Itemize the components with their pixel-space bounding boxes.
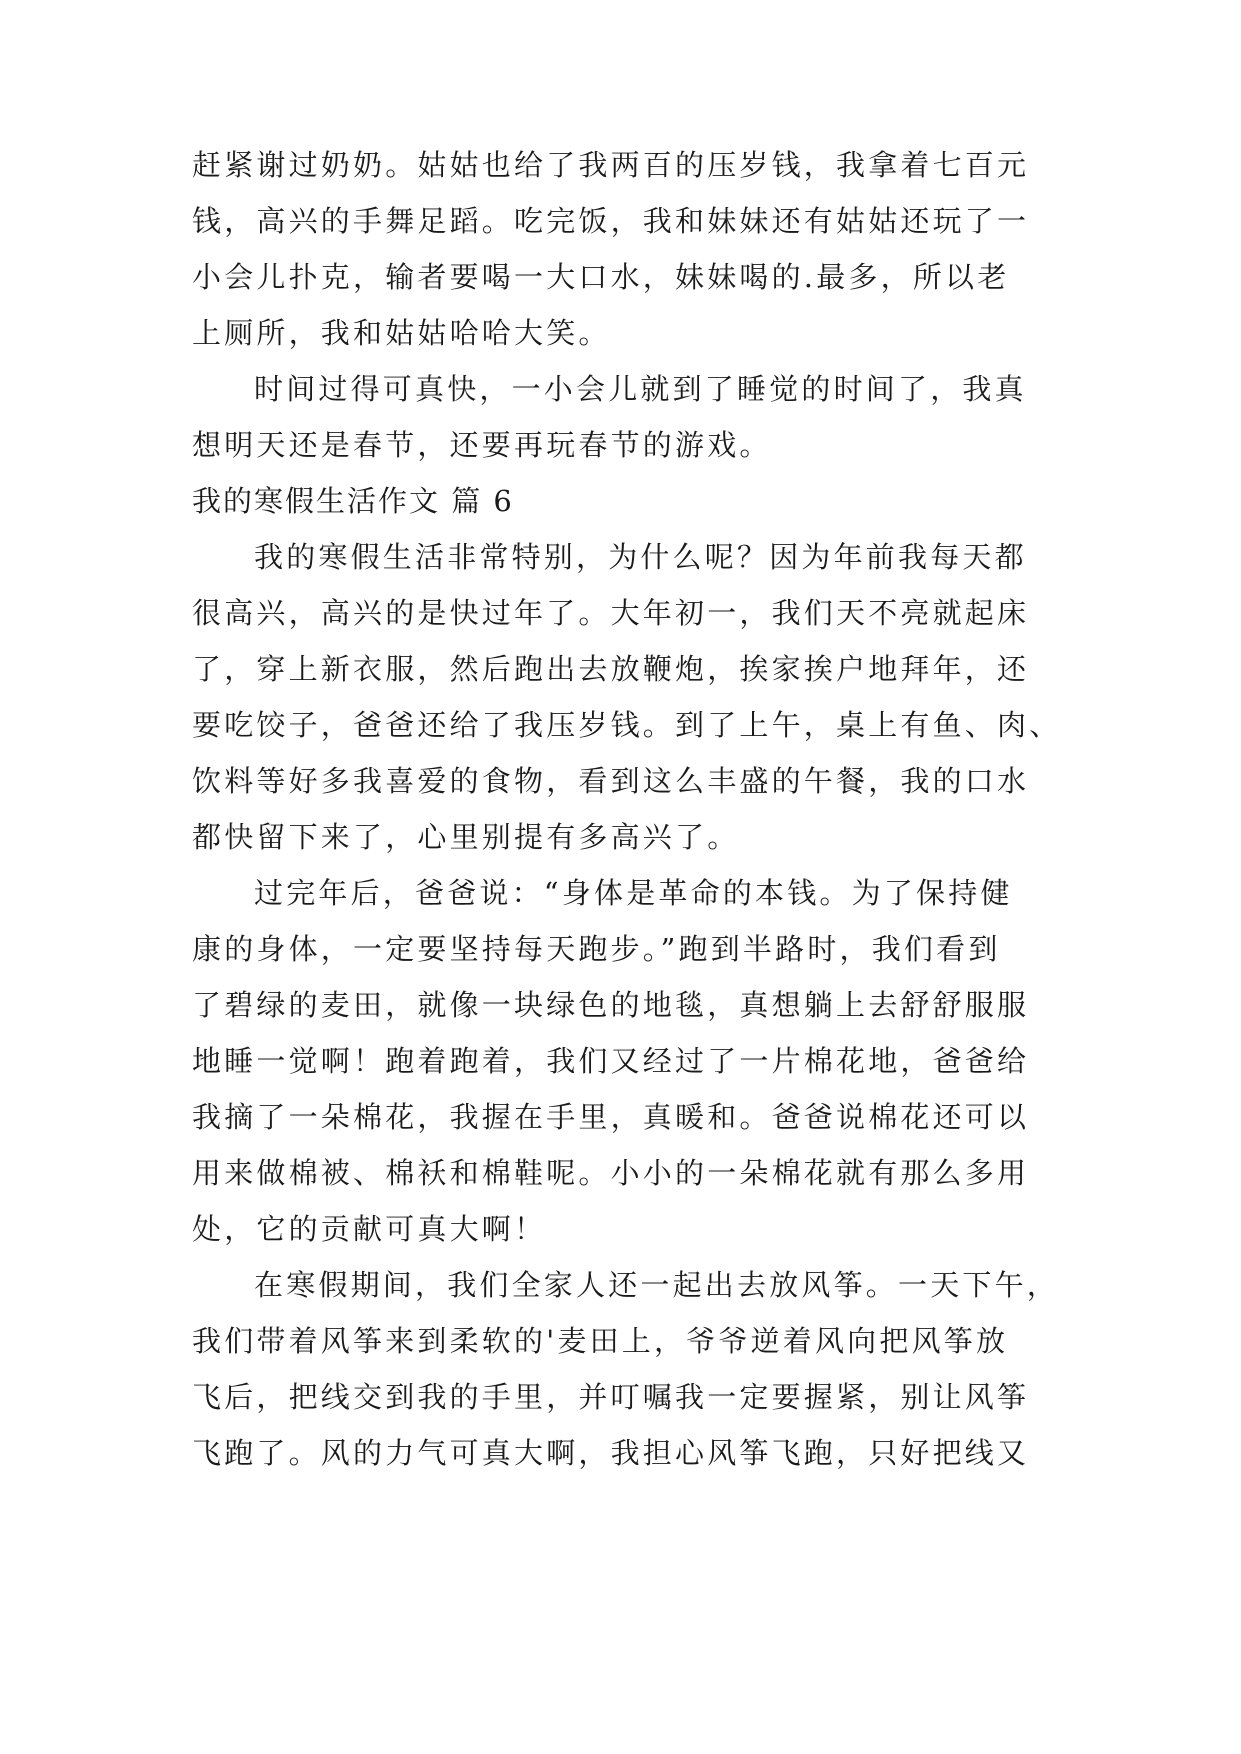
- paragraph-4-line-3: 了碧绿的麦田，就像一块绿色的地毯，真想躺上去舒舒服服: [192, 988, 1030, 1022]
- paragraph-1-line-4: 上厕所，我和姑姑哈哈大笑。: [192, 316, 611, 350]
- paragraph-4-line-1: 过完年后，爸爸说：“身体是革命的本钱。为了保持健: [254, 876, 1013, 910]
- paragraph-3-line-3: 了，穿上新衣服，然后跑出去放鞭炮，挨家挨户地拜年，还: [192, 652, 1030, 686]
- paragraph-4-line-4: 地睡一觉啊！跑着跑着，我们又经过了一片棉花地，爸爸给: [192, 1044, 1030, 1078]
- paragraph-3-line-6: 都快留下来了，心里别提有多高兴了。: [192, 820, 740, 854]
- paragraph-5-line-2: 我们带着风筝来到柔软的'麦田上，爷爷逆着风向把风筝放: [192, 1324, 1009, 1358]
- paragraph-2-line-1: 时间过得可真快，一小会儿就到了睡觉的时间了，我真: [254, 372, 1027, 406]
- paragraph-5-line-1: 在寒假期间，我们全家人还一起出去放风筝。一天下午，: [254, 1268, 1060, 1302]
- paragraph-4-line-7: 处，它的贡献可真大啊！: [192, 1212, 547, 1246]
- paragraph-5-line-3: 飞后，把线交到我的手里，并叮嘱我一定要握紧，别让风筝: [192, 1380, 1030, 1414]
- paragraph-2-line-2: 想明天还是春节，还要再玩春节的游戏。: [192, 428, 772, 462]
- paragraph-3-line-4: 要吃饺子，爸爸还给了我压岁钱。到了上午，桌上有鱼、肉、: [192, 708, 1062, 742]
- paragraph-4-line-5: 我摘了一朵棉花，我握在手里，真暖和。爸爸说棉花还可以: [192, 1100, 1030, 1134]
- section-heading: 我的寒假生活作文 篇 6: [192, 484, 514, 518]
- paragraph-1-line-1: 赶紧谢过奶奶。姑姑也给了我两百的压岁钱，我拿着七百元: [192, 148, 1030, 182]
- paragraph-4-line-2: 康的身体，一定要坚持每天跑步。”跑到半路时，我们看到: [192, 932, 1001, 966]
- paragraph-3-line-5: 饮料等好多我喜爱的食物，看到这么丰盛的午餐，我的口水: [192, 764, 1030, 798]
- paragraph-3-line-1: 我的寒假生活非常特别，为什么呢？因为年前我每天都: [254, 540, 1027, 574]
- paragraph-5-line-4: 飞跑了。风的力气可真大啊，我担心风筝飞跑，只好把线又: [192, 1436, 1030, 1470]
- paragraph-3-line-2: 很高兴，高兴的是快过年了。大年初一，我们天不亮就起床: [192, 596, 1030, 630]
- paragraph-4-line-6: 用来做棉被、棉袄和棉鞋呢。小小的一朵棉花就有那么多用: [192, 1156, 1030, 1190]
- paragraph-1-line-3: 小会儿扑克，输者要喝一大口水，妹妹喝的.最多，所以老: [192, 260, 1010, 294]
- paragraph-1-line-2: 钱，高兴的手舞足蹈。吃完饭，我和妹妹还有姑姑还玩了一: [192, 204, 1030, 238]
